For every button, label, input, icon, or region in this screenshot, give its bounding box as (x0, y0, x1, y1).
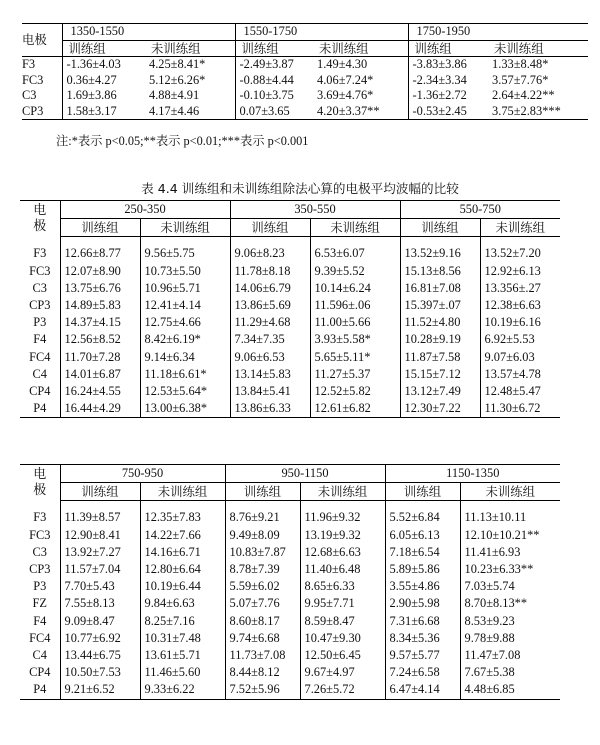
table-row (20, 509, 560, 526)
electrode-label: C4 (32, 366, 47, 381)
data-cell: 13.61±5.71 (140, 647, 225, 664)
electrode-label: F4 (33, 332, 47, 347)
data-cell: 8.59±8.47 (300, 613, 385, 630)
data-cell: -3.83±3.86 (408, 57, 488, 73)
data-cell: 7.70±5.43 (60, 578, 140, 595)
data-cell: 1.33±8.48* (492, 57, 549, 71)
spacer-cell (230, 237, 310, 246)
table-row (20, 664, 560, 681)
header-row-ranges (22, 24, 588, 41)
table-row (20, 331, 560, 348)
data-cell: 11.39±8.57 (60, 509, 140, 526)
data-cell: 13.44±6.75 (60, 647, 140, 664)
data-cell: 12.56±8.52 (60, 331, 140, 348)
table-row (22, 73, 588, 89)
data-cell: 12.80±6.64 (140, 561, 225, 578)
table-row (20, 280, 560, 297)
group-header: 未训练组 (460, 483, 560, 501)
data-cell: 4.20±3.37** (317, 103, 380, 118)
data-cell: 12.53±5.64* (140, 383, 230, 400)
data-cell: 11.596±.06 (310, 297, 400, 314)
data-cell: 5.07±7.76 (225, 595, 300, 612)
data-cell: 8.65±6.33 (300, 578, 385, 595)
data-cell: 13.86±6.33 (230, 400, 310, 418)
data-cell: 1.58±3.17 (62, 104, 145, 120)
range-header: 550-750 (400, 201, 560, 219)
table-row (22, 104, 588, 120)
group-header: 训练组 (60, 483, 140, 501)
table-row (20, 400, 560, 418)
table-row (22, 57, 588, 73)
electrode-label: F4 (33, 613, 47, 628)
data-cell: 13.52±9.16 (400, 245, 480, 262)
electrode-label: FC4 (29, 349, 51, 364)
data-cell: 12.75±4.66 (140, 314, 230, 331)
data-cell: 8.25±7.16 (140, 613, 225, 630)
data-cell: 13.84±5.41 (230, 383, 310, 400)
electrode-label: CP3 (22, 103, 44, 118)
data-cell: 13.92±7.27 (60, 544, 140, 561)
data-cell: 7.03±5.74 (460, 578, 560, 595)
data-cell: 11.46±5.60 (140, 664, 225, 681)
header-row-ranges (20, 201, 560, 219)
electrode-label: F3 (33, 246, 47, 261)
spacer-cell (140, 501, 225, 510)
data-cell: 8.34±5.36 (385, 630, 460, 647)
table-row (20, 366, 560, 383)
data-cell: 5.65±5.11* (310, 349, 400, 366)
table-row (20, 544, 560, 561)
data-cell: -0.88±4.44 (235, 73, 313, 89)
data-cell: 9.39±5.52 (310, 263, 400, 280)
data-cell: 3.75±2.83*** (492, 103, 561, 118)
data-cell: 13.86±5.69 (230, 297, 310, 314)
group-header: 未训练组 (488, 40, 588, 57)
data-cell: -1.36±4.03 (62, 57, 145, 73)
data-cell: 10.83±7.87 (225, 544, 300, 561)
spacer-cell (20, 501, 60, 510)
data-cell: 14.06±6.79 (230, 280, 310, 297)
data-cell: -2.34±3.34 (408, 73, 488, 89)
data-cell: 9.74±6.68 (225, 630, 300, 647)
data-cell: 13.12±7.49 (400, 383, 480, 400)
data-cell: 9.09±8.47 (60, 613, 140, 630)
range-header: 1150-1350 (385, 465, 560, 483)
data-cell: 8.44±8.12 (225, 664, 300, 681)
data-cell: 10.14±6.24 (310, 280, 400, 297)
data-cell: 9.67±4.97 (300, 664, 385, 681)
data-cell: 15.13±8.56 (400, 263, 480, 280)
table-row (20, 595, 560, 612)
data-cell: 8.53±9.23 (460, 613, 560, 630)
spacer-cell (480, 237, 560, 246)
group-header: 训练组 (235, 40, 313, 57)
group-header: 未训练组 (145, 40, 235, 57)
data-cell: 1.49±4.30 (317, 57, 368, 71)
data-cell: 11.57±7.04 (60, 561, 140, 578)
electrode-label: P4 (33, 401, 47, 416)
data-cell: 11.73±7.08 (225, 647, 300, 664)
corner-label-top: 电 (33, 202, 47, 218)
data-cell: 14.22±7.66 (140, 527, 225, 544)
data-cell: 12.38±6.63 (480, 297, 560, 314)
data-cell: 13.356±.27 (480, 280, 560, 297)
data-cell: 3.57±7.76* (492, 72, 549, 87)
range-header: 250-350 (60, 201, 230, 219)
data-cell: 11.96±9.32 (300, 509, 385, 526)
spacer-cell (400, 237, 480, 246)
table-row (20, 681, 560, 699)
header-row-groups (22, 40, 588, 57)
data-cell: 4.48±6.85 (460, 681, 560, 699)
header-row-ranges (20, 465, 560, 483)
data-cell: 13.00±6.38* (140, 400, 230, 418)
table-row (20, 314, 560, 331)
data-cell: 5.52±6.84 (385, 509, 460, 526)
table-row (20, 578, 560, 595)
corner-label-top: 电 (33, 466, 47, 482)
table-row (20, 349, 560, 366)
data-cell: -2.49±3.87 (235, 57, 313, 73)
table-row (20, 561, 560, 578)
data-cell: 13.14±5.83 (230, 366, 310, 383)
data-cell: 12.10±10.21** (460, 527, 560, 544)
data-cell: 9.06±6.53 (230, 349, 310, 366)
data-cell: 5.12±6.26* (149, 72, 206, 87)
corner-label (20, 201, 60, 237)
data-cell: 10.31±7.48 (140, 630, 225, 647)
range-header: 1750-1950 (408, 24, 588, 41)
table-row (20, 527, 560, 544)
table-750-1350 (20, 464, 560, 700)
data-cell: 9.07±6.03 (480, 349, 560, 366)
data-cell: 4.25±8.41* (149, 57, 206, 71)
data-cell: 8.76±9.21 (225, 509, 300, 526)
table-row (20, 383, 560, 400)
data-cell: 9.57±5.77 (385, 647, 460, 664)
header-row-groups (20, 219, 560, 237)
data-cell: 7.26±5.72 (300, 681, 385, 699)
table-row (20, 297, 560, 314)
data-cell: 10.47±9.30 (300, 630, 385, 647)
spacer-cell (385, 501, 460, 510)
electrode-label: F3 (33, 510, 47, 525)
data-cell: 3.69±4.76* (317, 88, 374, 102)
electrode-label: CP3 (29, 562, 51, 577)
data-cell: 11.70±7.28 (60, 349, 140, 366)
electrode-label: CP4 (29, 384, 51, 399)
data-cell: 12.61±6.82 (310, 400, 400, 418)
spacer-row (20, 237, 560, 246)
corner-label: 电极 (22, 24, 62, 57)
spacer-row (20, 501, 560, 510)
data-cell: 7.31±6.68 (385, 613, 460, 630)
data-cell: 10.96±5.71 (140, 280, 230, 297)
corner-label-bottom: 极 (33, 482, 47, 498)
data-cell: 8.60±8.17 (225, 613, 300, 630)
spacer-cell (140, 237, 230, 246)
data-cell: -0.53±2.45 (408, 104, 488, 120)
group-header: 未训练组 (310, 219, 400, 237)
data-cell: 12.07±8.90 (60, 263, 140, 280)
electrode-label: C3 (22, 88, 37, 102)
data-cell: 9.21±6.52 (60, 681, 140, 699)
data-cell: 4.88±4.91 (149, 88, 200, 102)
electrode-label: FZ (32, 596, 47, 611)
data-cell: 11.40±6.48 (300, 561, 385, 578)
data-cell: 7.34±7.35 (230, 331, 310, 348)
table-upper-partial (22, 23, 588, 120)
data-cell: 12.52±5.82 (310, 383, 400, 400)
data-cell: 7.67±5.38 (460, 664, 560, 681)
data-cell: 10.50±7.53 (60, 664, 140, 681)
data-cell: 9.49±8.09 (225, 527, 300, 544)
data-cell: 10.19±6.16 (480, 314, 560, 331)
data-cell: 11.47±7.08 (460, 647, 560, 664)
data-cell: 0.07±3.65 (235, 104, 313, 120)
data-cell: 12.90±8.41 (60, 527, 140, 544)
data-cell: 5.89±5.86 (385, 561, 460, 578)
group-header: 训练组 (400, 219, 480, 237)
data-cell: 4.06±7.24* (317, 72, 374, 87)
table-caption: 表 4.4 训练组和未训练组除法心算的电极平均波幅的比较 (141, 181, 459, 196)
data-cell: 3.55±4.86 (385, 578, 460, 595)
data-cell: 2.90±5.98 (385, 595, 460, 612)
data-cell: 10.73±5.50 (140, 263, 230, 280)
spacer-cell (60, 237, 140, 246)
data-cell: 8.70±8.13** (460, 595, 560, 612)
data-cell: 10.19±6.44 (140, 578, 225, 595)
electrode-label: FC4 (29, 630, 51, 645)
data-cell: 9.56±5.75 (140, 245, 230, 262)
electrode-label: FC3 (29, 263, 51, 278)
data-cell: 1.69±3.86 (62, 88, 145, 104)
data-cell: 12.50±6.45 (300, 647, 385, 664)
data-cell: 10.77±6.92 (60, 630, 140, 647)
data-cell: 6.92±5.53 (480, 331, 560, 348)
data-cell: 16.44±4.29 (60, 400, 140, 418)
electrode-label: FC3 (22, 72, 44, 87)
data-cell: 11.00±5.66 (310, 314, 400, 331)
data-cell: 12.30±7.22 (400, 400, 480, 418)
table-row (20, 613, 560, 630)
group-header: 未训练组 (300, 483, 385, 501)
table-row (20, 630, 560, 647)
group-header: 未训练组 (313, 40, 408, 57)
data-cell: 2.64±4.22** (492, 88, 555, 102)
data-cell: 9.95±7.71 (300, 595, 385, 612)
data-cell: 3.93±5.58* (310, 331, 400, 348)
data-cell: 11.13±10.11 (460, 509, 560, 526)
spacer-cell (60, 501, 140, 510)
data-cell: 14.16±6.71 (140, 544, 225, 561)
electrode-label: P3 (33, 315, 47, 330)
group-header: 训练组 (225, 483, 300, 501)
data-cell: 11.87±7.58 (400, 349, 480, 366)
data-cell: 7.55±8.13 (60, 595, 140, 612)
significance-note: 注:*表示 p<0.05;**表示 p<0.01;***表示 p<0.001 (56, 134, 309, 148)
header-row-groups (20, 483, 560, 501)
data-cell: 11.41±6.93 (460, 544, 560, 561)
range-header: 750-950 (60, 465, 225, 483)
group-header: 未训练组 (140, 219, 230, 237)
data-cell: 16.24±4.55 (60, 383, 140, 400)
data-cell: 10.28±9.19 (400, 331, 480, 348)
data-cell: 5.59±6.02 (225, 578, 300, 595)
spacer-cell (300, 501, 385, 510)
data-cell: 9.84±6.63 (140, 595, 225, 612)
data-cell: -0.10±3.75 (235, 88, 313, 104)
data-cell: 0.36±4.27 (62, 73, 145, 89)
data-cell: -1.36±2.72 (408, 88, 488, 104)
data-cell: 9.14±6.34 (140, 349, 230, 366)
table-row (20, 245, 560, 262)
data-cell: 8.42±6.19* (140, 331, 230, 348)
electrode-label: P4 (33, 682, 47, 697)
spacer-cell (310, 237, 400, 246)
table-row (20, 647, 560, 664)
data-cell: 14.37±4.15 (60, 314, 140, 331)
electrode-label: C3 (32, 280, 47, 295)
data-cell: 11.52±4.80 (400, 314, 480, 331)
data-cell: 12.35±7.83 (140, 509, 225, 526)
table-row (22, 88, 588, 104)
data-cell: 12.41±4.14 (140, 297, 230, 314)
data-cell: 15.397±.07 (400, 297, 480, 314)
data-cell: 6.53±6.07 (310, 245, 400, 262)
group-header: 未训练组 (140, 483, 225, 501)
electrode-label: C4 (32, 648, 47, 663)
electrode-label: CP4 (29, 665, 51, 680)
electrode-label: P3 (33, 579, 47, 594)
data-cell: 12.92±6.13 (480, 263, 560, 280)
data-cell: 12.66±8.77 (60, 245, 140, 262)
data-cell: 11.18±6.61* (140, 366, 230, 383)
group-header: 训练组 (60, 219, 140, 237)
group-header: 训练组 (230, 219, 310, 237)
data-cell: 7.52±5.96 (225, 681, 300, 699)
data-cell: 6.05±6.13 (385, 527, 460, 544)
data-cell: 14.89±5.83 (60, 297, 140, 314)
data-cell: 13.19±9.32 (300, 527, 385, 544)
data-cell: 4.17±4.46 (149, 103, 200, 118)
data-cell: 9.33±6.22 (140, 681, 225, 699)
data-cell: 9.06±8.23 (230, 245, 310, 262)
data-cell: 16.81±7.08 (400, 280, 480, 297)
range-header: 350-550 (230, 201, 400, 219)
group-header: 训练组 (385, 483, 460, 501)
data-cell: 10.23±6.33** (460, 561, 560, 578)
corner-label (20, 465, 60, 501)
electrode-label: F3 (22, 57, 36, 71)
table-row (20, 263, 560, 280)
data-cell: 15.15±7.12 (400, 366, 480, 383)
group-header: 训练组 (408, 40, 488, 57)
electrode-label: C3 (32, 544, 47, 559)
corner-label-bottom: 极 (33, 218, 47, 234)
electrode-label: FC3 (29, 527, 51, 542)
data-cell: 12.68±6.63 (300, 544, 385, 561)
spacer-cell (20, 237, 60, 246)
data-cell: 9.78±9.88 (460, 630, 560, 647)
electrode-label: CP3 (29, 298, 51, 313)
data-cell: 11.78±8.18 (230, 263, 310, 280)
spacer-cell (460, 501, 560, 510)
data-cell: 11.29±4.68 (230, 314, 310, 331)
data-cell: 6.47±4.14 (385, 681, 460, 699)
data-cell: 13.52±7.20 (480, 245, 560, 262)
data-cell: 12.48±5.47 (480, 383, 560, 400)
spacer-cell (225, 501, 300, 510)
data-cell: 8.78±7.39 (225, 561, 300, 578)
range-header: 1550-1750 (235, 24, 408, 41)
data-cell: 11.27±5.37 (310, 366, 400, 383)
range-header: 1350-1550 (62, 24, 235, 41)
data-cell: 7.24±6.58 (385, 664, 460, 681)
data-cell: 13.57±4.78 (480, 366, 560, 383)
data-cell: 13.75±6.76 (60, 280, 140, 297)
data-cell: 7.18±6.54 (385, 544, 460, 561)
data-cell: 11.30±6.72 (480, 400, 560, 418)
data-cell: 14.01±6.87 (60, 366, 140, 383)
group-header: 未训练组 (480, 219, 560, 237)
table-250-750 (20, 200, 560, 418)
range-header: 950-1150 (225, 465, 385, 483)
group-header: 训练组 (62, 40, 145, 57)
